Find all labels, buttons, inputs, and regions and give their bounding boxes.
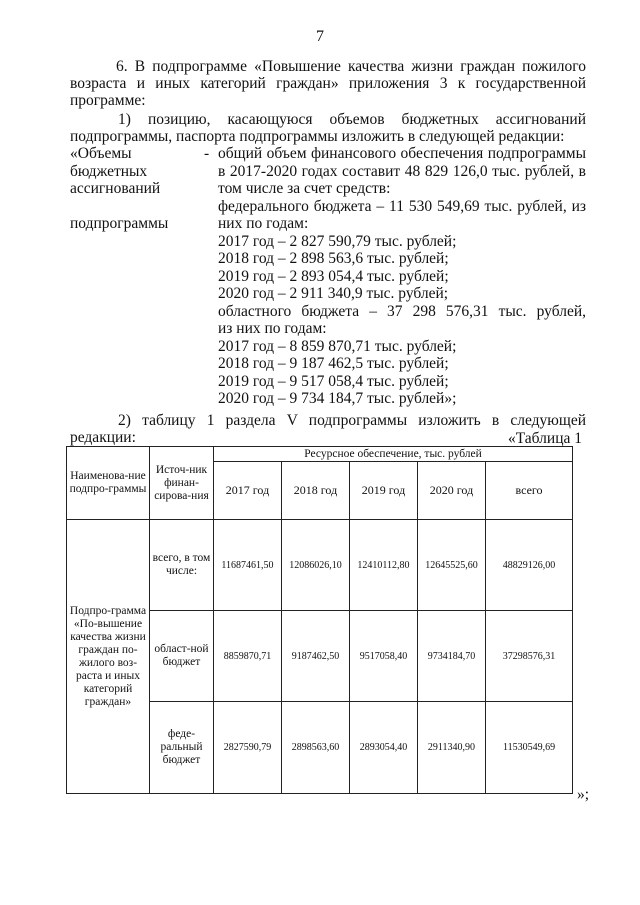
header-year: 2018 год — [282, 462, 350, 520]
value-cell: 48829126,00 — [486, 520, 573, 611]
passport-label-line: подпрограммы — [70, 215, 169, 232]
source-cell: всего, в том числе: — [150, 520, 214, 611]
table-caption: «Таблица 1 — [507, 430, 582, 447]
item2-line-1: 2) таблицу 1 раздела V подпрограммы изложить в следующей редакции: — [70, 412, 586, 446]
intro-line-1: 6. В подпрограмме «Повышение качества жизни граждан пожилого — [116, 58, 586, 75]
header-resource: Ресурсное обеспечение, тыс. рублей — [214, 447, 573, 462]
value-cell: 12645525,60 — [418, 520, 486, 611]
intro-line-3: программе: — [70, 92, 146, 109]
resource-table — [66, 446, 573, 794]
header-year: 2020 год — [418, 462, 486, 520]
passport-line: 2017 год – 8 859 870,71 тыс. рублей; — [218, 337, 457, 355]
value-cell: 12410112,80 — [350, 520, 418, 611]
source-cell: феде-ральный бюджет — [150, 702, 214, 794]
header-year: 2017 год — [214, 462, 282, 520]
value-cell: 2893054,40 — [350, 702, 418, 794]
header-total: всего — [486, 462, 573, 520]
passport-label — [70, 145, 200, 233]
value-cell: 11687461,50 — [214, 520, 282, 611]
subprogram-name-cell: Подпро-грамма «По-вышение качества жизни граждан по-жилого воз-раста и иных категорий граждан» — [67, 520, 150, 794]
value-cell: 11530549,69 — [486, 702, 573, 794]
passport-line: областного бюджета – 37 298 576,31 тыс. рублей, — [218, 302, 586, 320]
passport-line: 2017 год – 2 827 590,79 тыс. рублей; — [218, 232, 457, 250]
passport-line: 2018 год – 2 898 563,6 тыс. рублей; — [218, 250, 449, 267]
intro-paragraph — [70, 58, 586, 109]
passport-line: том числе за счет средств: — [218, 180, 391, 197]
item1-line-2: подпрограммы, паспорта подпрограммы изложить в следующей редакции: — [70, 128, 565, 145]
passport-line: 2020 год – 9 734 184,7 тыс. рублей»; — [218, 390, 457, 407]
value-cell: 2911340,90 — [418, 702, 486, 794]
header-year: 2019 год — [350, 462, 418, 520]
value-cell: 9517058,40 — [350, 611, 418, 702]
value-cell: 9734184,70 — [418, 611, 486, 702]
value-cell: 2827590,79 — [214, 702, 282, 794]
passport-line: 2018 год – 9 187 462,5 тыс. рублей; — [218, 355, 449, 372]
table-row — [67, 520, 573, 611]
item1-line-1: 1) позицию, касающуюся объемов бюджетных ассигнований — [118, 111, 586, 128]
page-number: 7 — [316, 28, 324, 45]
passport-line: 2019 год – 2 893 054,4 тыс. рублей; — [218, 267, 449, 285]
passport-line: федерального бюджета – 11 530 549,69 тыс. рублей, из — [218, 197, 586, 215]
header-funding-source: Источ-ник финан-сирова-ния — [150, 447, 214, 520]
item1-paragraph — [70, 111, 586, 145]
value-cell: 12086026,10 — [282, 520, 350, 611]
value-cell: 8859870,71 — [214, 611, 282, 702]
passport-label-line: ассигнований — [70, 180, 161, 197]
passport-dash: - — [204, 145, 210, 162]
value-cell: 9187462,50 — [282, 611, 350, 702]
value-cell: 2898563,60 — [282, 702, 350, 794]
passport-line: в 2017-2020 годах составит 48 829 126,0 тыс. рублей, в — [218, 162, 586, 180]
source-cell: област-ной бюджет — [150, 611, 214, 702]
passport-label-line: бюджетных — [70, 162, 148, 180]
closing-quote: »; — [577, 786, 590, 803]
passport-line: 2019 год – 9 517 058,4 тыс. рублей; — [218, 372, 449, 390]
passport-content — [218, 145, 586, 408]
passport-line: общий объем финансового обеспечения подпрограммы — [218, 145, 586, 162]
passport-label-line: «Объемы — [70, 145, 132, 162]
value-cell: 37298576,31 — [486, 611, 573, 702]
header-subprogram-name: Наименова-ние подпро-граммы — [67, 447, 150, 520]
passport-line: 2020 год – 2 911 340,9 тыс. рублей; — [218, 285, 449, 302]
passport-line: них по годам: — [218, 215, 309, 232]
passport-line: из них по годам: — [218, 320, 327, 337]
intro-line-2: возраста и иных категорий граждан» приложения 3 к государственной — [70, 75, 586, 92]
